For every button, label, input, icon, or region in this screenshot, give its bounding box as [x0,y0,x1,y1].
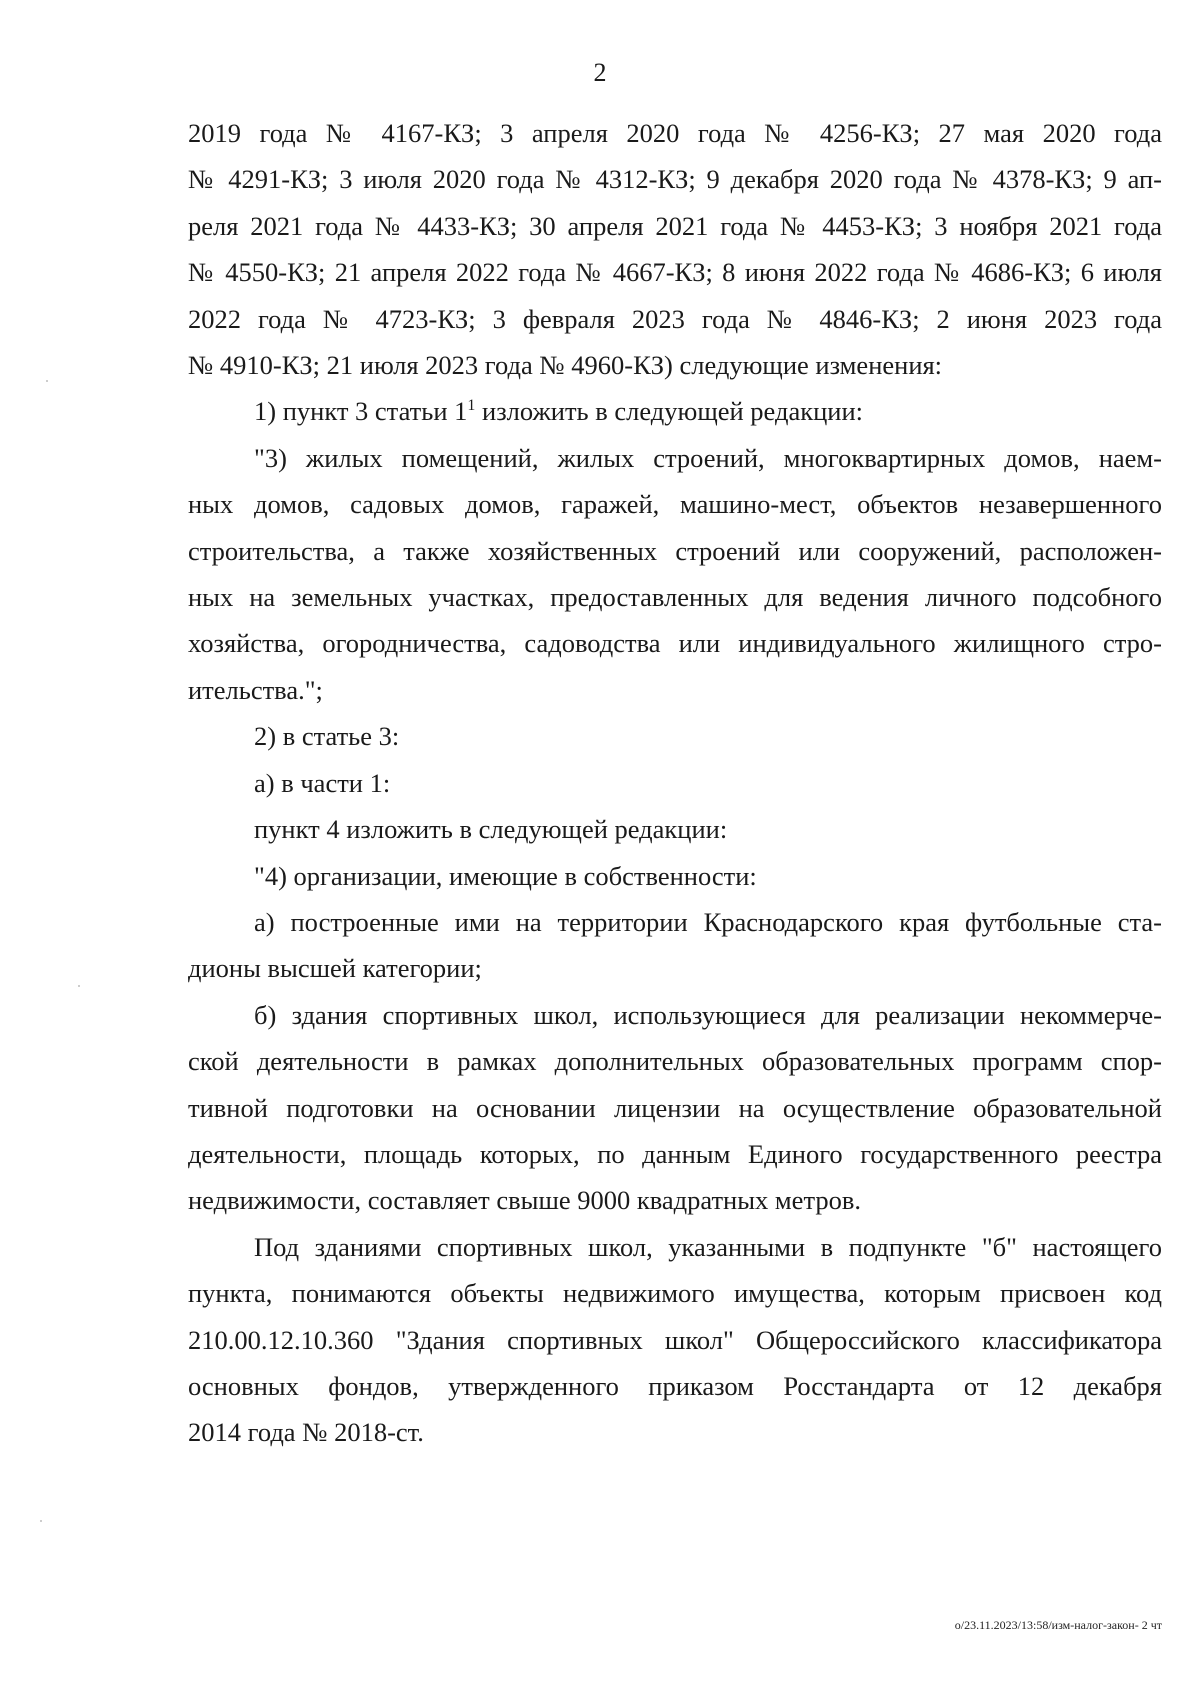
item-2a-text: пункт 4 изложить в следующей редакции: [254,814,728,845]
subpoint-b-line: недвижимости, составляет свыше 9000 квадратных метров. [188,1185,861,1216]
item-1-heading [188,388,1162,434]
superscript: 1 [467,397,476,415]
subpoint-a-line: а) построенные ими на территории Краснодарского края футбольные ста- [254,906,1162,937]
explanation-line: 210.00.12.10.360 "Здания спортивных школ" Общероссийского классификатора [188,1324,1162,1355]
scan-speck [46,380,48,382]
text-line: 2022 года № 4723-КЗ; 3 февраля 2023 года № 4846-КЗ; 2 июня 2023 года [188,303,1162,334]
subpoint-b-line: тивной подготовки на основании лицензии на осуществление образовательной [188,1092,1162,1123]
text-line: № 4550-КЗ; 21 апреля 2022 года № 4667-КЗ; 8 июня 2022 года № 4686-КЗ; 6 июля [188,257,1162,288]
text-line: № 4910-КЗ; 21 июля 2023 года № 4960-КЗ) следующие изменения: [188,350,943,381]
subpoint-a-line: дионы высшей категории; [188,953,482,984]
quote-line: строительства, а также хозяйственных строений или сооружений, расположен- [188,535,1162,566]
scan-speck [78,985,80,987]
subpoint-b-line: ской деятельности в рамках дополнительных образовательных программ спор- [188,1046,1162,1077]
item-2a-heading: а) в части 1: [254,767,391,798]
explanation-line: пункта, понимаются объекты недвижимого имущества, которым присвоен код [188,1278,1162,1309]
text-line: реля 2021 года № 4433-КЗ; 30 апреля 2021 года № 4453-КЗ; 3 ноября 2021 года [188,210,1162,241]
explanation-line: Под зданиями спортивных школ, указанными в подпункте "б" настоящего [254,1231,1162,1262]
quote-line: ных домов, садовых домов, гаражей, машино-мест, объектов незавершенного [188,489,1162,520]
quote-line: ительства."; [188,674,323,705]
item-1-text: 1) пункт 3 статьи 1 [254,396,468,427]
point-4-heading: "4) организации, имеющие в собственности: [254,860,757,891]
quote-line: хозяйства, огородничества, садоводства или индивидуального жилищного стро- [188,628,1162,659]
subpoint-b-line: б) здания спортивных школ, использующиеся для реализации некоммерче- [254,999,1162,1030]
subpoint-b-line: деятельности, площадь которых, по данным Единого государственного реестра [188,1138,1162,1169]
item-1-text-rest: изложить в следующей редакции: [475,396,863,427]
scan-speck [40,1520,42,1522]
quote-line: ных на земельных участках, предоставленных для ведения личного подсобного [188,582,1162,613]
document-body [188,110,1162,1456]
text-line: 2019 года № 4167-КЗ; 3 апреля 2020 года № 4256-КЗ; 27 мая 2020 года [188,118,1162,148]
page-number: 2 [593,58,607,87]
explanation-line: основных фондов, утвержденного приказом Росстандарта от 12 декабря [188,1370,1162,1401]
explanation-line: 2014 года № 2018-ст. [188,1417,424,1448]
quote-line: "3) жилых помещений, жилых строений, многоквартирных домов, наем- [254,442,1162,473]
footer-file-code: о/23.11.2023/13:58/изм-налог-закон- 2 чт [954,1618,1162,1632]
text-line: № 4291-КЗ; 3 июля 2020 года № 4312-КЗ; 9 декабря 2020 года № 4378-КЗ; 9 ап- [188,164,1162,195]
item-2-heading: 2) в статье 3: [254,721,400,752]
